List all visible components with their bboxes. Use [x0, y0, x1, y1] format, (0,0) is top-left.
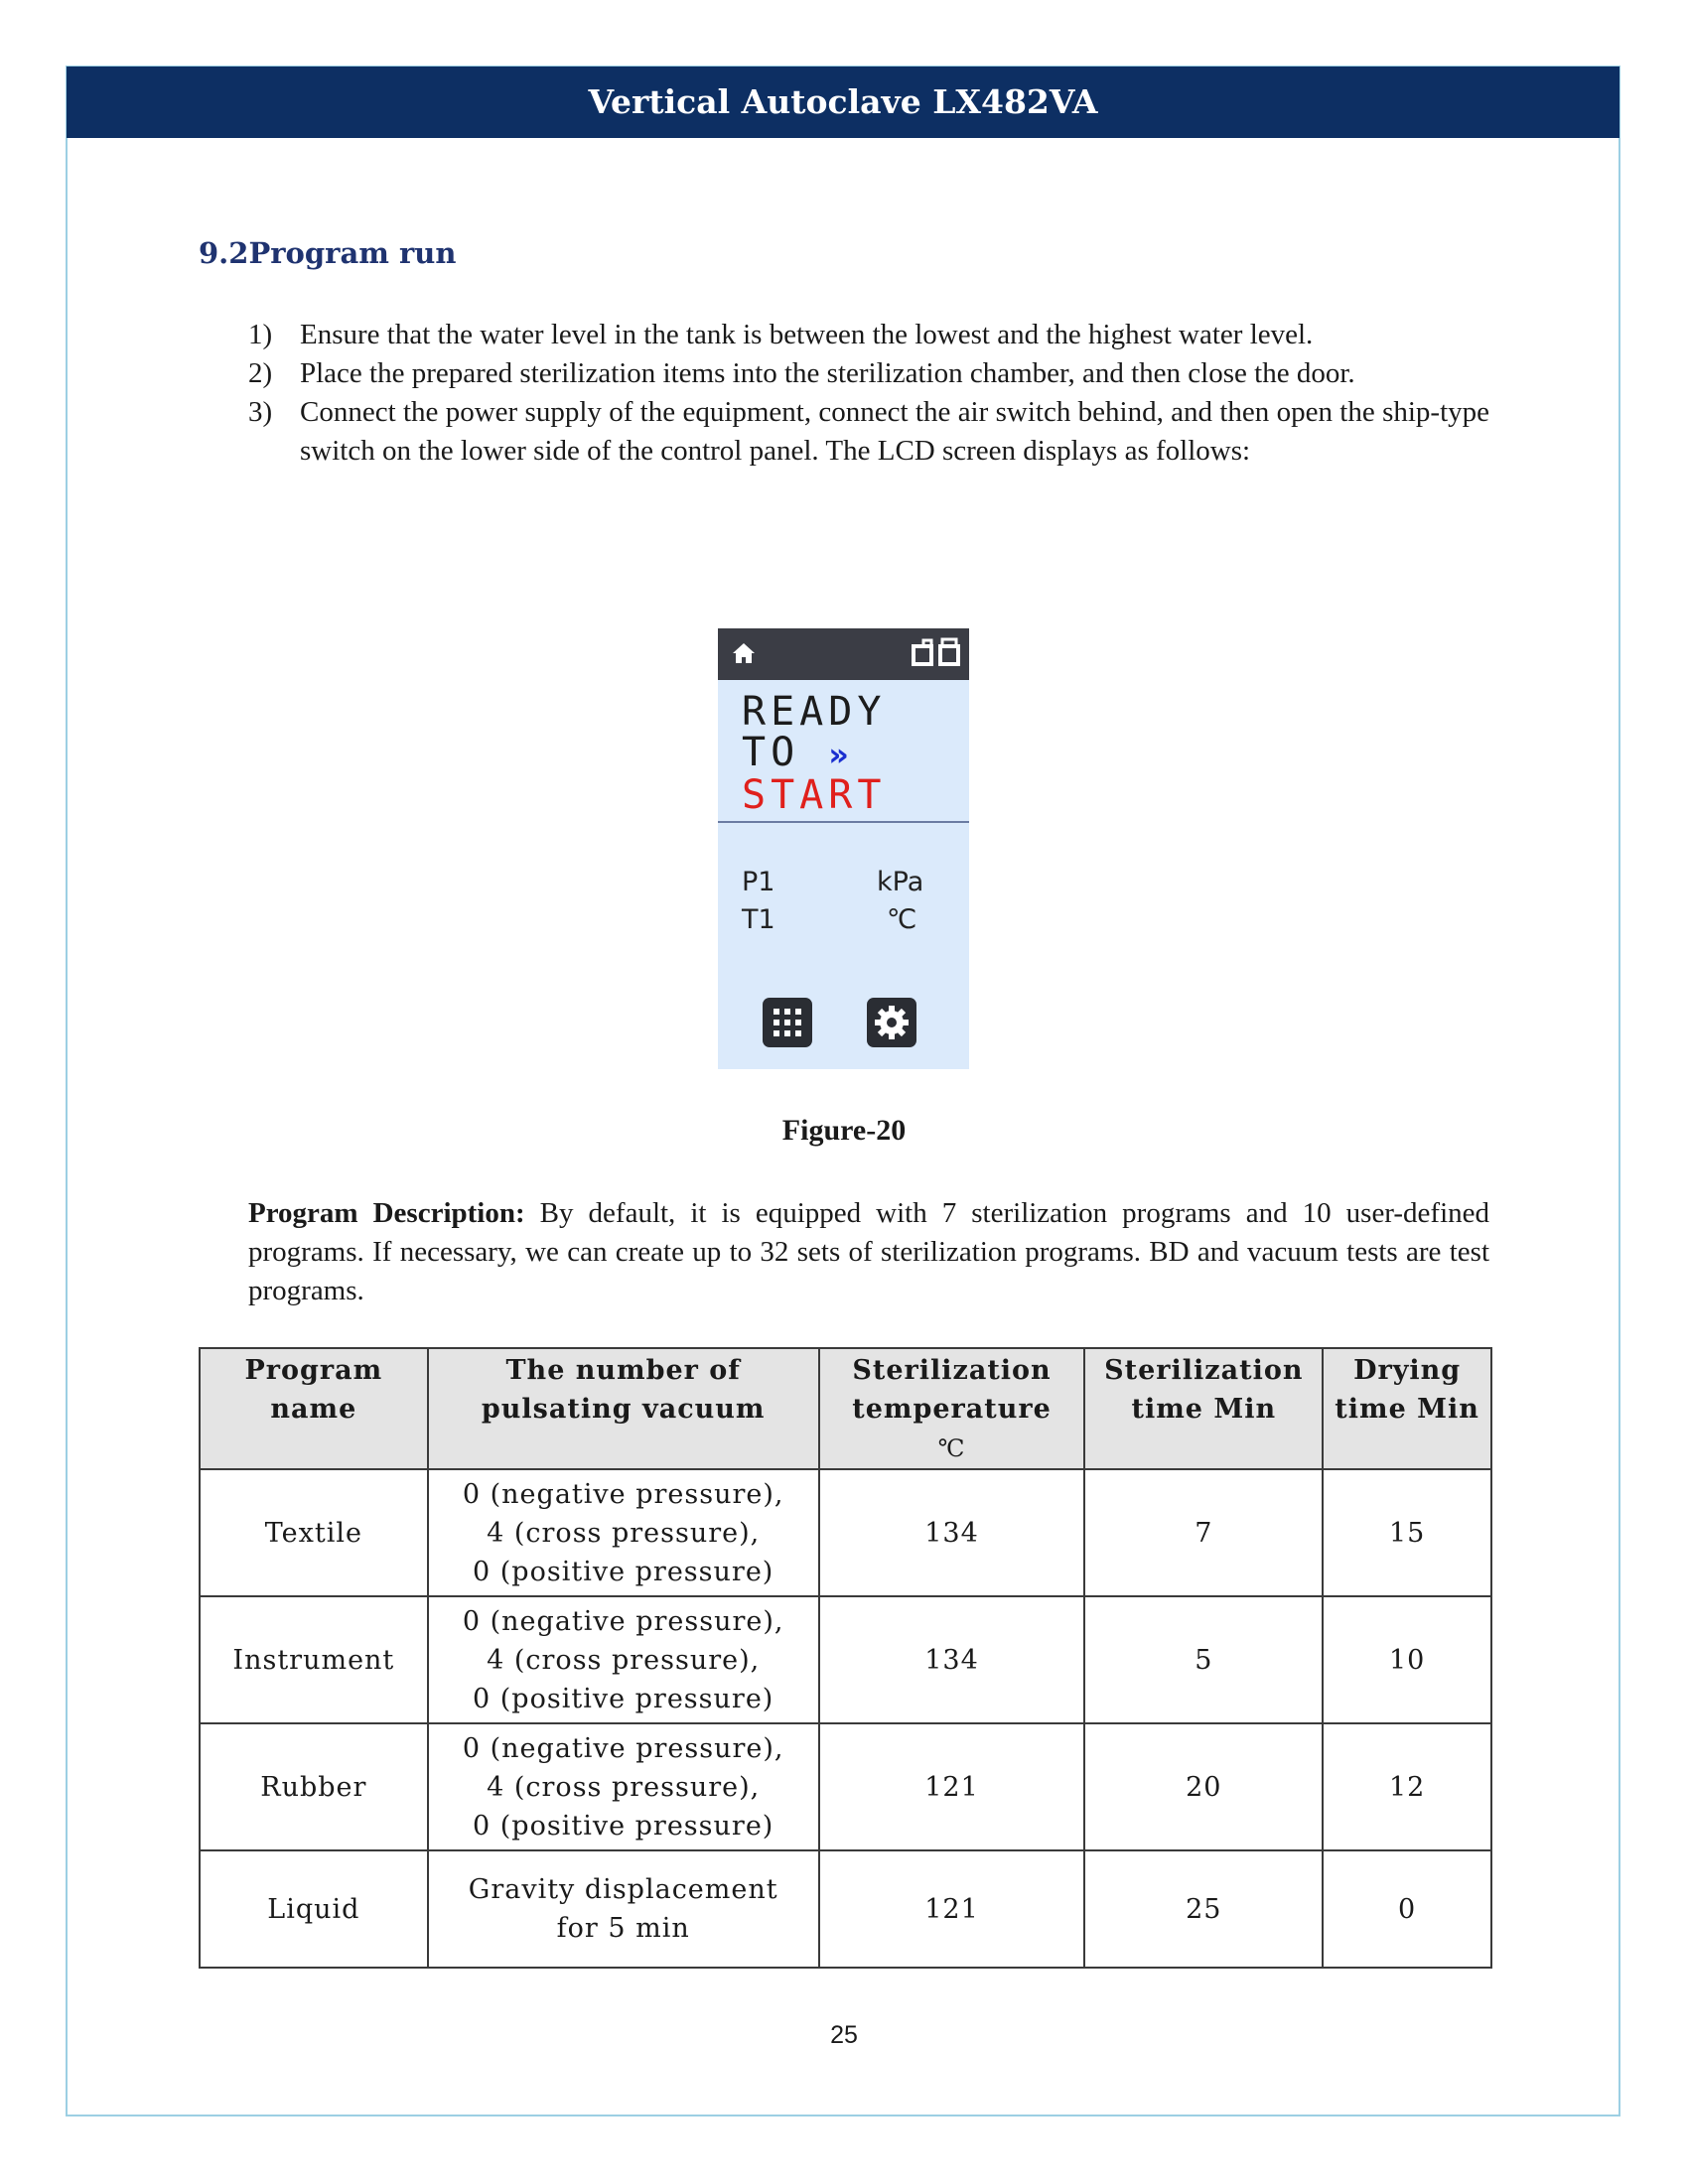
step-text: Ensure that the water level in the tank is between the lowest and the highest water level.	[300, 319, 1314, 350]
section-heading	[199, 236, 456, 270]
column-header-pulsating: The number of pulsating vacuum	[428, 1348, 819, 1469]
pulse-line: 4 (cross pressure),	[487, 1644, 761, 1676]
pressure-label: P1	[742, 867, 775, 897]
pulse-line: 0 (negative pressure),	[462, 1605, 784, 1637]
steps-list	[248, 316, 1489, 471]
keypad-icon	[763, 998, 812, 1047]
keypad-button[interactable]	[763, 998, 812, 1047]
document-header: Vertical Autoclave LX482VA	[67, 67, 1619, 138]
program-description	[248, 1194, 1489, 1310]
drying-time-cell: 0	[1323, 1850, 1491, 1968]
lock-icon	[910, 636, 963, 668]
temperature-cell: 134	[819, 1596, 1085, 1723]
section-title: Program run	[248, 236, 457, 270]
pulse-line: Gravity displacement	[468, 1874, 778, 1905]
list-item	[248, 393, 1489, 471]
pulse-line: 0 (negative pressure),	[462, 1732, 784, 1764]
sterilization-time-cell: 20	[1084, 1723, 1323, 1850]
column-header-program-name: Program name	[200, 1348, 428, 1469]
pulse-line: 0 (negative pressure),	[462, 1478, 784, 1510]
step-number: 3)	[248, 396, 273, 428]
drying-time-cell: 12	[1323, 1723, 1491, 1850]
program-name-cell: Instrument	[200, 1596, 428, 1723]
temperature-header-text: Sterilization temperature	[852, 1355, 1052, 1425]
home-icon	[730, 639, 758, 667]
description-label: Program Description:	[248, 1197, 525, 1229]
drying-time-cell: 10	[1323, 1596, 1491, 1723]
program-table	[199, 1347, 1492, 1969]
column-header-temperature	[819, 1348, 1085, 1469]
pulse-line: 4 (cross pressure),	[487, 1771, 761, 1803]
temperature-cell: 134	[819, 1469, 1085, 1596]
table-row	[200, 1850, 1491, 1968]
lcd-status-bar	[718, 628, 969, 680]
settings-button[interactable]	[867, 998, 916, 1047]
sterilization-time-cell: 7	[1084, 1469, 1323, 1596]
pulse-line: for 5 min	[556, 1913, 690, 1944]
temperature-label: T1	[742, 904, 775, 935]
step-number: 2)	[248, 357, 273, 389]
pulse-line: 0 (positive pressure)	[473, 1683, 774, 1714]
step-text: Connect the power supply of the equipment, connect the air switch behind, and then open the ship-type switch on the lower side of the control panel. The LCD screen displays as follows:	[300, 396, 1489, 467]
temperature-cell: 121	[819, 1723, 1085, 1850]
step-number: 1)	[248, 319, 273, 350]
page-number: 25	[830, 2021, 858, 2049]
list-item	[248, 316, 1489, 354]
lcd-start-line: START	[742, 772, 887, 818]
program-name-cell: Textile	[200, 1469, 428, 1596]
program-name-cell: Rubber	[200, 1723, 428, 1850]
sterilization-time-cell: 5	[1084, 1596, 1323, 1723]
lcd-ready-line: READY	[742, 689, 887, 735]
pulsating-cell	[428, 1469, 819, 1596]
figure-caption: Figure-20	[781, 1114, 907, 1147]
table-row	[200, 1723, 1491, 1850]
pressure-unit: kPa	[877, 867, 924, 897]
drying-time-cell: 15	[1323, 1469, 1491, 1596]
lcd-screen	[718, 628, 969, 1069]
temperature-header-unit: ℃	[937, 1434, 966, 1462]
pulsating-cell	[428, 1723, 819, 1850]
table-header-row	[200, 1348, 1491, 1469]
pulsating-cell	[428, 1850, 819, 1968]
column-header-sterilization-time: Sterilization time Min	[1084, 1348, 1323, 1469]
list-item	[248, 354, 1489, 393]
description-text: By default, it is equipped with 7 sterilization programs and 10 user-defined programs. If necessary, we can create up to 32 sets of sterilization programs. BD and vacuum tests are test programs.	[248, 1197, 1490, 1306]
double-chevron-icon: »	[828, 736, 849, 773]
step-text: Place the prepared sterilization items into the sterilization chamber, and then close the door.	[300, 357, 1355, 389]
column-header-drying-time: Drying time Min	[1323, 1348, 1491, 1469]
temperature-cell: 121	[819, 1850, 1085, 1968]
pulse-line: 4 (cross pressure),	[487, 1517, 761, 1549]
lcd-ready-message	[742, 689, 887, 818]
pulsating-cell	[428, 1596, 819, 1723]
table-row	[200, 1596, 1491, 1723]
temperature-unit: ℃	[887, 904, 917, 935]
pulse-line: 0 (positive pressure)	[473, 1810, 774, 1842]
program-name-cell: Liquid	[200, 1850, 428, 1968]
lcd-divider	[718, 821, 969, 823]
sterilization-time-cell: 25	[1084, 1850, 1323, 1968]
pulse-line: 0 (positive pressure)	[473, 1556, 774, 1587]
section-number: 9.2	[199, 236, 249, 270]
table-row	[200, 1469, 1491, 1596]
lcd-to-line: TO	[742, 730, 800, 775]
gear-icon	[867, 998, 916, 1047]
